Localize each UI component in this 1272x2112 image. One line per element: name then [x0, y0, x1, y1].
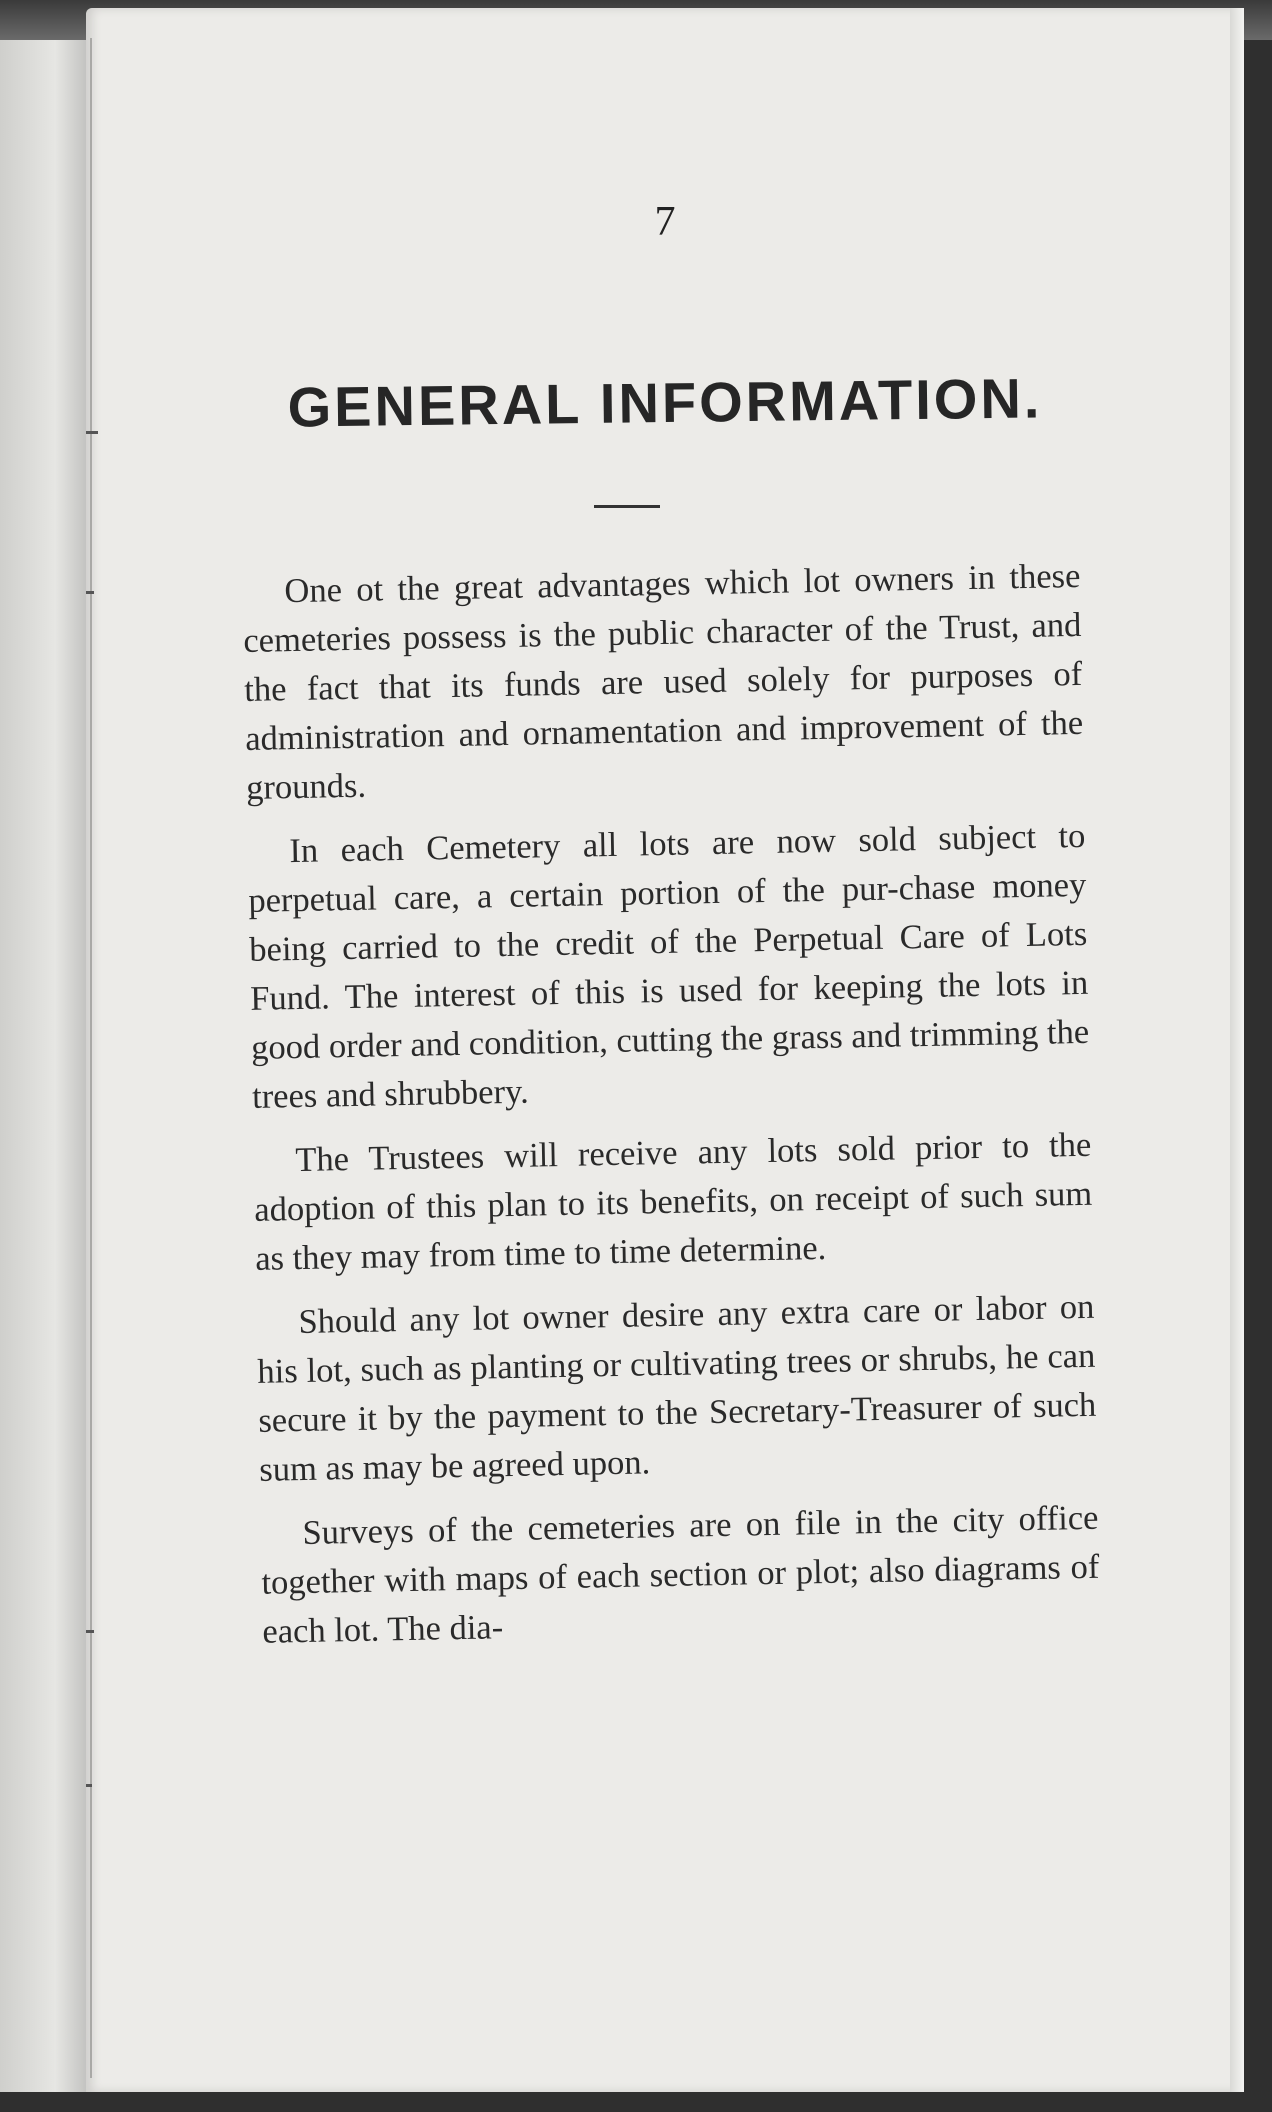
paragraph: Should any lot owner desire any extra care or labor on his lot, such as planting or cultivating trees or shrubs, he can secure it by the payment to the Secretary-Treasurer of such sum as may be agreed upon. — [257, 1287, 1097, 1489]
page-edge — [1230, 8, 1244, 2092]
page-title: GENERAL INFORMATION. — [287, 366, 1043, 439]
facing-page-edge — [0, 40, 92, 2092]
title-divider — [594, 505, 660, 508]
book-page — [86, 8, 1244, 2092]
body-text — [242, 552, 1101, 1672]
paragraph: In each Cemetery all lots are now sold subject to perpetual care, a certain portion of the pur-chase money being carried to the credit of the Perpetual Care of Lots Fund. The interest of this is used for keeping the lots in good order and condition, cutting the grass and trimming the trees and shrubbery. — [248, 816, 1090, 1116]
gutter-mark — [86, 591, 94, 594]
paragraph: One ot the great advantages which lot owners in these cemeteries possess is the public character of the Trust, and the fact that its funds are used solely for purposes of administration and ornamentation and improvement of the grounds. — [243, 556, 1084, 807]
gutter-mark — [86, 1784, 92, 1787]
paragraph: Surveys of the cemeteries are on file in the city office together with maps of each section or plot; also diagrams of each lot. The dia- — [261, 1498, 1100, 1651]
page-number: 7 — [654, 199, 676, 245]
gutter-mark — [86, 1630, 94, 1633]
paragraph: The Trustees will receive any lots sold prior to the adoption of this plan to its benefits, on receipt of such sum as they may from time to time determine. — [253, 1125, 1093, 1278]
page-gutter — [90, 38, 92, 2078]
